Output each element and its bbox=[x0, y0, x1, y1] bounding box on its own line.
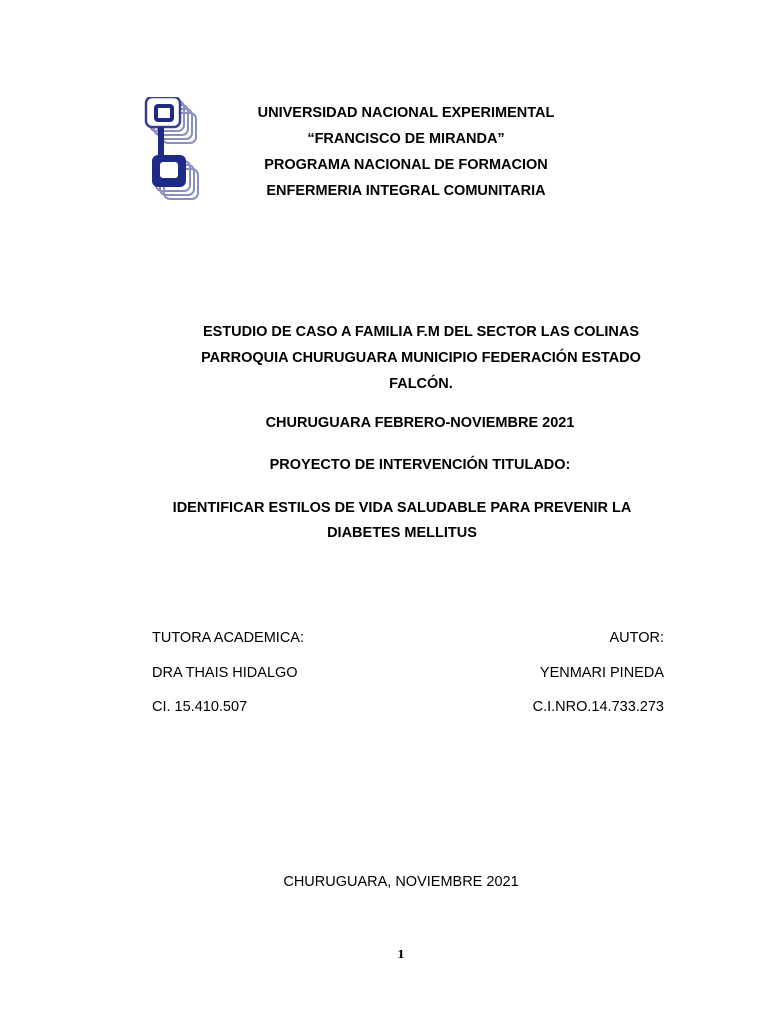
author-id: C.I.NRO.14.733.273 bbox=[532, 699, 664, 715]
study-title bbox=[160, 319, 682, 397]
place-date: CHURUGUARA, NOVIEMBRE 2021 bbox=[283, 874, 519, 890]
author-label: AUTOR: bbox=[609, 630, 664, 646]
study-title-line3: FALCÓN. bbox=[389, 376, 453, 392]
institution-name: UNIVERSIDAD NACIONAL EXPERIMENTAL bbox=[257, 105, 555, 121]
project-heading: PROYECTO DE INTERVENCIÓN TITULADO: bbox=[269, 457, 571, 473]
institution-subname: “FRANCISCO DE MIRANDA” bbox=[307, 131, 505, 147]
tutor-id: CI. 15.410.507 bbox=[152, 699, 248, 715]
page-number: 1 bbox=[397, 948, 405, 961]
program-name: PROGRAMA NACIONAL DE FORMACION bbox=[264, 157, 548, 173]
project-title-line2: DIABETES MELLITUS bbox=[327, 525, 477, 541]
study-title-line2: PARROQUIA CHURUGUARA MUNICIPIO FEDERACIÓN ESTADO bbox=[201, 350, 641, 366]
program-area: ENFERMERIA INTEGRAL COMUNITARIA bbox=[266, 183, 546, 199]
institution-header bbox=[200, 100, 612, 204]
study-title-line1: ESTUDIO DE CASO A FAMILIA F.M DEL SECTOR LAS COLINAS bbox=[202, 324, 640, 340]
author-name: YENMARI PINEDA bbox=[539, 665, 664, 681]
study-period: CHURUGUARA FEBRERO-NOVIEMBRE 2021 bbox=[265, 415, 575, 431]
tutor-label: TUTORA ACADEMICA: bbox=[152, 630, 305, 646]
project-title-line1: IDENTIFICAR ESTILOS DE VIDA SALUDABLE PARA PREVENIR LA bbox=[172, 500, 632, 516]
tutor-name: DRA THAIS HIDALGO bbox=[152, 665, 298, 681]
